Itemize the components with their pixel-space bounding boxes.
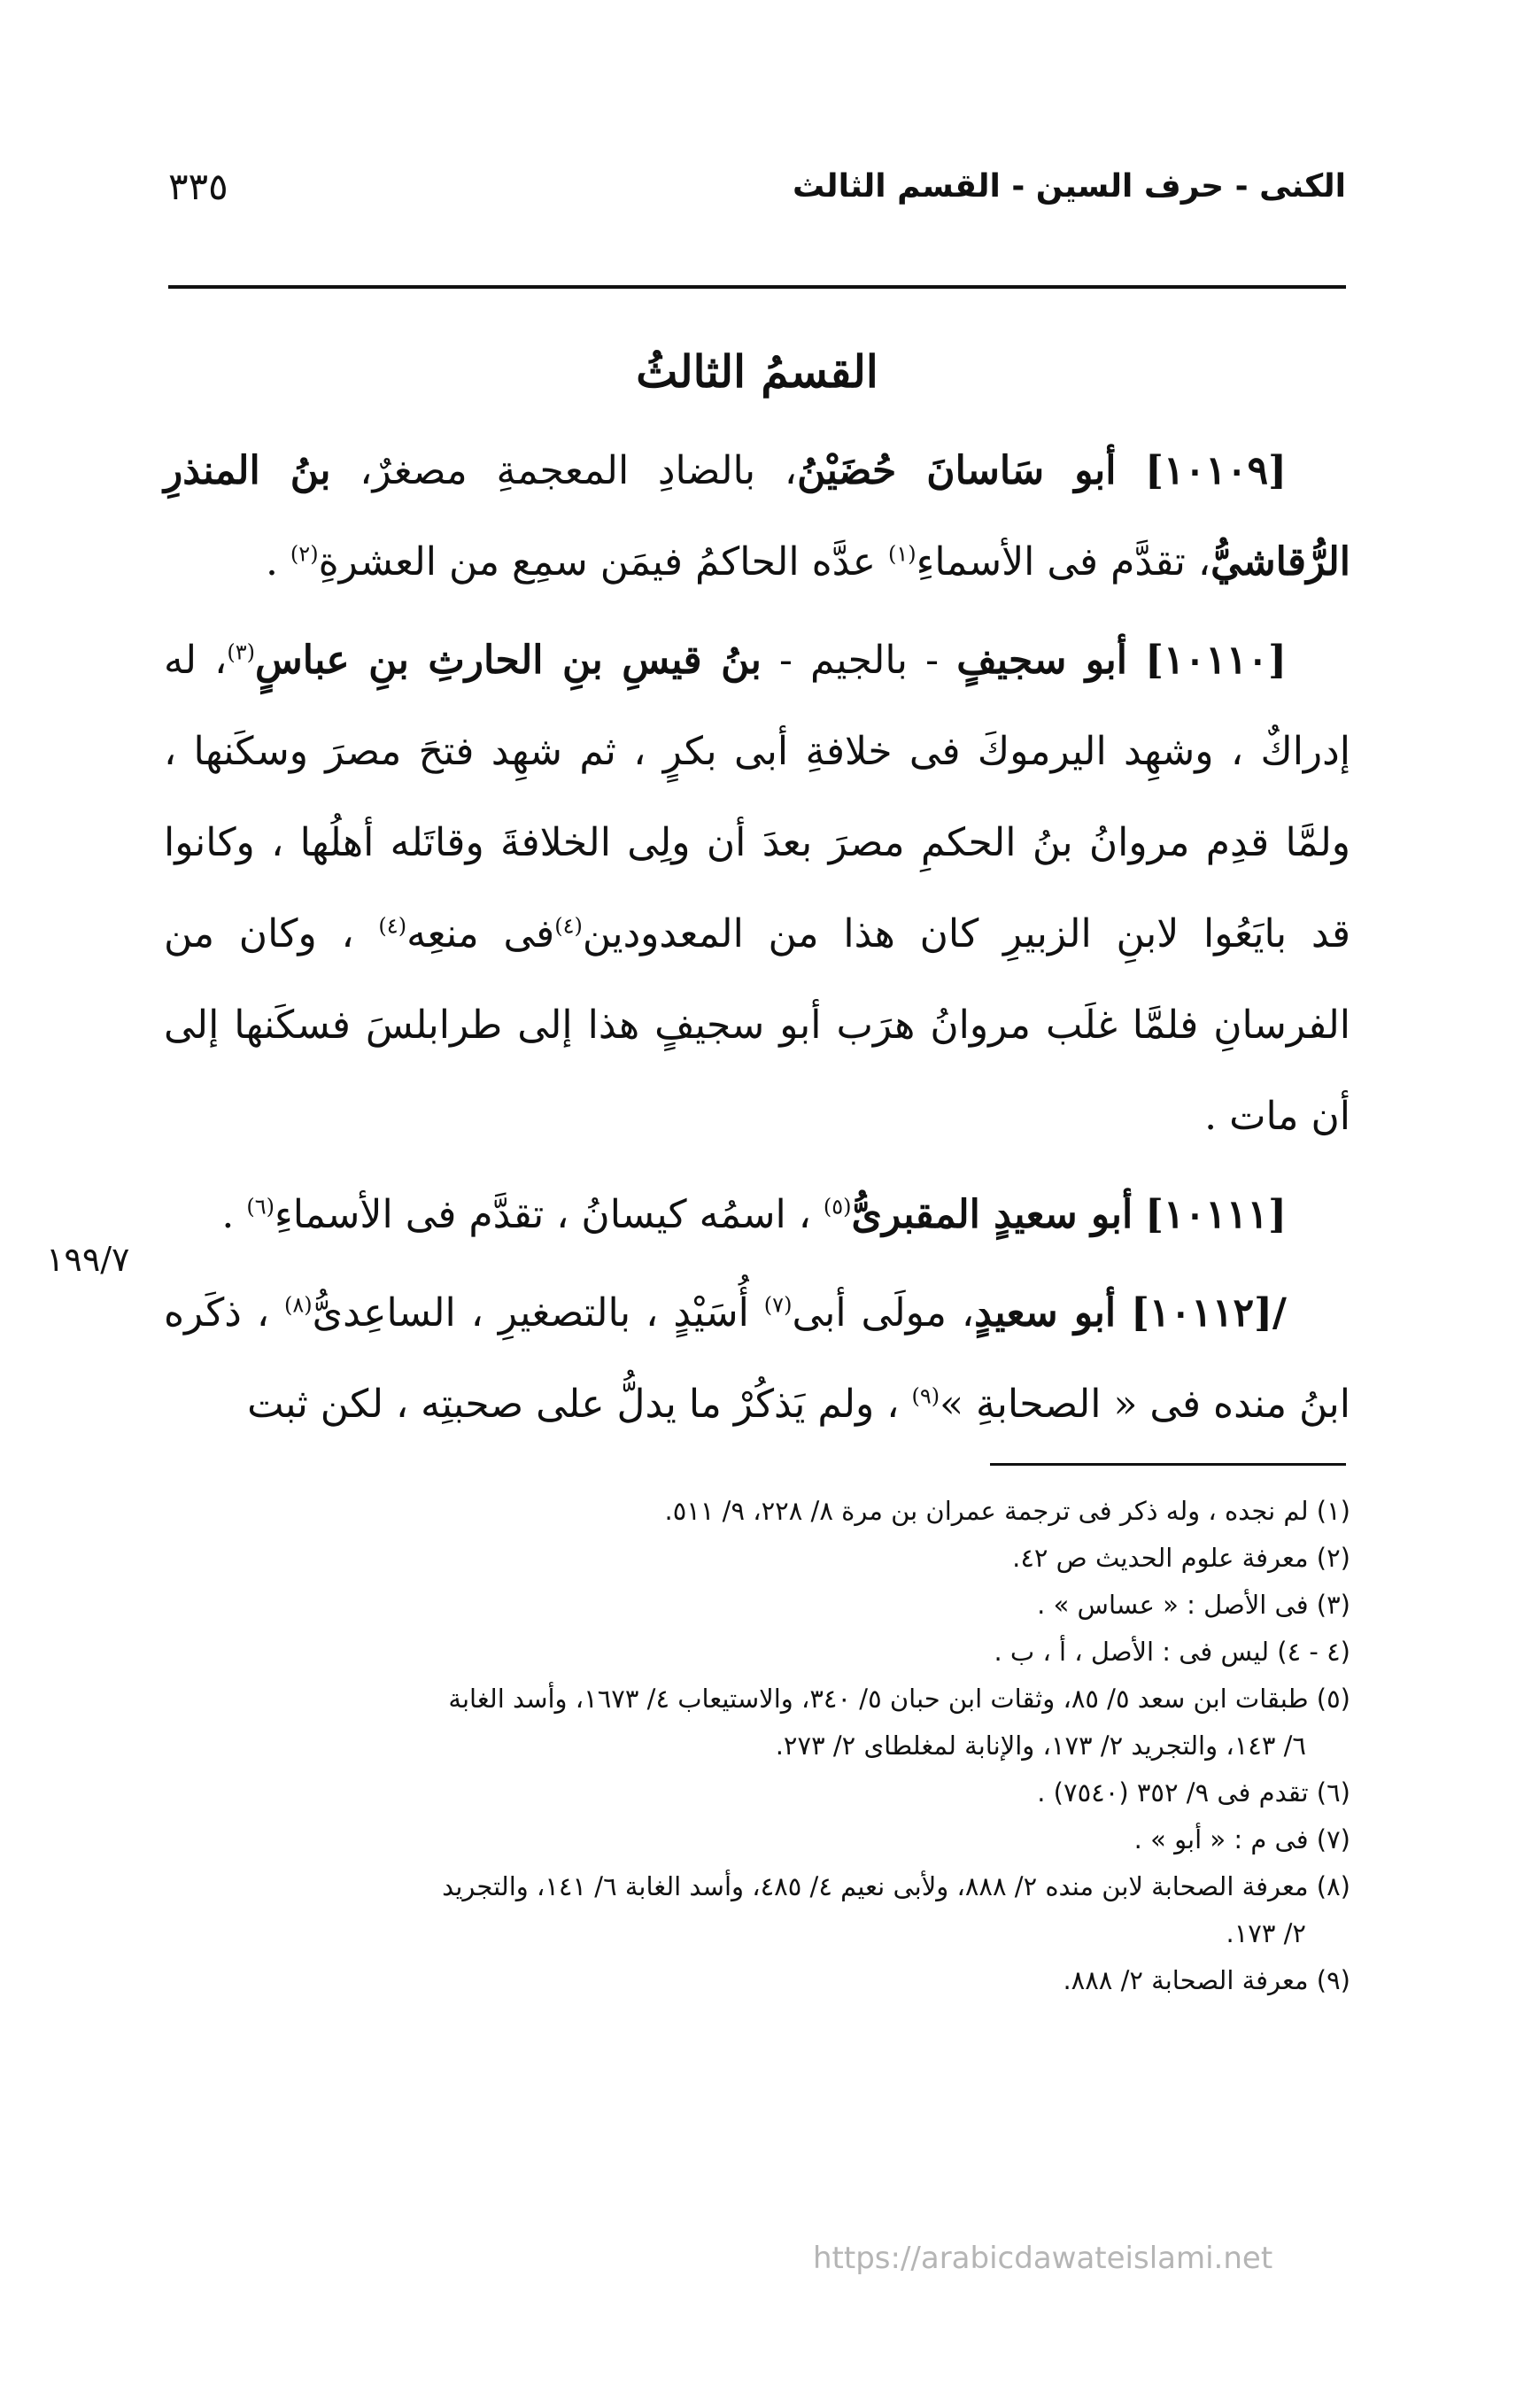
- footnote-7: [164, 1816, 1350, 1863]
- footnote-1: [164, 1488, 1350, 1535]
- footnote-ref[interactable]: (٧): [763, 1292, 793, 1318]
- footnote-ref[interactable]: (٦): [246, 1194, 275, 1219]
- entry-text: ، بالضادِ المعجمةِ مصغرٌ،: [330, 448, 798, 493]
- page-number: ٣٣٥: [168, 165, 228, 208]
- entry-number: [١٠١١٠]: [1145, 638, 1287, 683]
- entry-text: ، مولَى أبى: [792, 1290, 975, 1336]
- footnote-ref[interactable]: (٤): [378, 913, 407, 939]
- footnote-ref[interactable]: (٩): [911, 1383, 940, 1409]
- main-text: [164, 425, 1350, 1450]
- footnote-ref[interactable]: (١): [888, 541, 917, 567]
- header-rule: [168, 285, 1346, 289]
- footnote-4: [164, 1629, 1350, 1676]
- entry-name: أبو سَاسانَ حُضَيْنُ: [797, 448, 1117, 493]
- entry-text: .: [221, 1192, 247, 1237]
- entry-text: فى منعِه: [406, 911, 555, 956]
- entry-10112: [164, 1267, 1350, 1450]
- footnote-ref[interactable]: (٨): [284, 1292, 313, 1318]
- footnote-text: (٤ - ٤) ليس فى : الأصل ، أ ، ب .: [994, 1637, 1350, 1667]
- entry-number: [١٠١١١]: [1145, 1192, 1287, 1237]
- entry-10109: [164, 425, 1350, 608]
- page-header: [168, 165, 1346, 218]
- footnote-text: (٨) معرفة الصحابة لابن منده ٢/ ٨٨٨، ولأبى نعيم ٤/ ٤٨٥، وأسد الغابة ٦/ ١٤١، والتجريد: [442, 1871, 1350, 1901]
- running-title: الكنى - حرف السين - القسم الثالث: [792, 168, 1346, 205]
- entry-text: ، ولم يَذكُرْ ما يدلُّ على صحبتِه ، لكن ثبت: [247, 1382, 912, 1427]
- entry-name: أبو سعيدٍ المقبرىُّ: [851, 1192, 1133, 1237]
- entry-name-lineage: بنُ المنذرِ الرُّقاشيُّ: [164, 448, 1350, 585]
- section-title: القسمُ الثالثُ: [636, 345, 878, 398]
- footnote-text: (٩) معرفة الصحابة ٢/ ٨٨٨.: [1063, 1965, 1350, 1995]
- entry-text: ، وكان من الفرسانِ فلمَّا غلَب مروانُ هرَب أبو سجيفٍ هذا إلى طرابلسَ فسكَنها إلى أن مات .: [164, 911, 1350, 1139]
- footnote-ref[interactable]: (٥): [823, 1194, 852, 1219]
- footnote-continuation: ٦/ ١٤٣، والتجريد ٢/ ١٧٣، والإنابة لمغلطاى ٢/ ٢٧٣.: [775, 1731, 1306, 1761]
- entry-text: أُسَيْدٍ ، بالتصغيرِ ، الساعِدىُّ: [312, 1290, 764, 1336]
- footnote-ref[interactable]: (٤): [554, 913, 583, 939]
- footnote-2: [164, 1535, 1350, 1582]
- footnote-8: [164, 1863, 1350, 1957]
- entry-name-lineage: بنُ قيسِ بنِ الحارثِ بنِ عباسٍ: [255, 638, 762, 683]
- entry-number: /[١٠١١٢]: [1131, 1290, 1287, 1336]
- entry-text: .: [265, 539, 290, 585]
- entry-text: ، اسمُه كيسانُ ، تقدَّم فى الأسماءِ: [275, 1192, 824, 1237]
- footnote-text: (٧) فى م : « أبو » .: [1133, 1824, 1350, 1854]
- entry-name: أبو سعيدٍ: [974, 1290, 1117, 1336]
- entry-text: ، له إدراكٌ ، وشهِد اليرموكَ فى خلافةِ أبى بكرٍ ، ثم شهِد فتحَ مصرَ وسكَنها ، ولمَّا قدِم مروانُ بنُ الحكمِ مصرَ بعدَ أن ولِى الخلافةَ وقاتَله أهلُها ، وكانوا قد بايَعُوا لابنِ الزبيرِ كان هذا من المعدودين: [164, 638, 1351, 956]
- entry-10111: [164, 1169, 1350, 1260]
- footnote-ref[interactable]: (٣): [227, 639, 255, 665]
- footnotes: [164, 1488, 1350, 2004]
- entry-text: عدَّه الحاكمُ فيمَن سمِع من العشرةِ: [318, 539, 889, 585]
- footnote-ref[interactable]: (٢): [290, 541, 319, 567]
- footnote-5: [164, 1676, 1350, 1769]
- watermark-url: https://arabicdawateislami.net: [813, 2241, 1273, 2276]
- entry-10110: [164, 615, 1350, 1162]
- footnote-text: (٣) فى الأصل : « عساس » .: [1037, 1590, 1350, 1620]
- entry-text: - بالجيم -: [761, 638, 957, 683]
- footnote-text: (٥) طبقات ابن سعد ٥/ ٨٥، وثقات ابن حبان ٥/ ٣٤٠، والاستيعاب ٤/ ١٦٧٣، وأسد الغابة: [448, 1684, 1350, 1714]
- footnote-continuation: ٢/ ١٧٣.: [1226, 1918, 1306, 1948]
- footnote-3: [164, 1582, 1350, 1629]
- footnote-text: (١) لم نجده ، وله ذكر فى ترجمة عمران بن مرة ٨/ ٢٢٨، ٩/ ٥١١.: [664, 1496, 1350, 1526]
- footnote-text: (٢) معرفة علوم الحديث ص ٤٢.: [1012, 1543, 1350, 1573]
- entry-text: ، تقدَّم فى الأسماءِ: [916, 539, 1211, 585]
- footnote-rule: [990, 1463, 1346, 1466]
- entry-number: [١٠١٠٩]: [1145, 448, 1287, 493]
- footnote-9: [164, 1957, 1350, 2004]
- margin-volume-reference: ١٩٩/٧: [46, 1240, 130, 1279]
- entry-name: أبو سجيفٍ: [956, 638, 1128, 683]
- footnote-text: (٦) تقدم فى ٩/ ٣٥٢ (٧٥٤٠) .: [1037, 1777, 1350, 1808]
- footnote-6: [164, 1769, 1350, 1816]
- entry-text: ، ذكَره ابنُ منده فى « الصحابةِ »: [164, 1290, 1350, 1427]
